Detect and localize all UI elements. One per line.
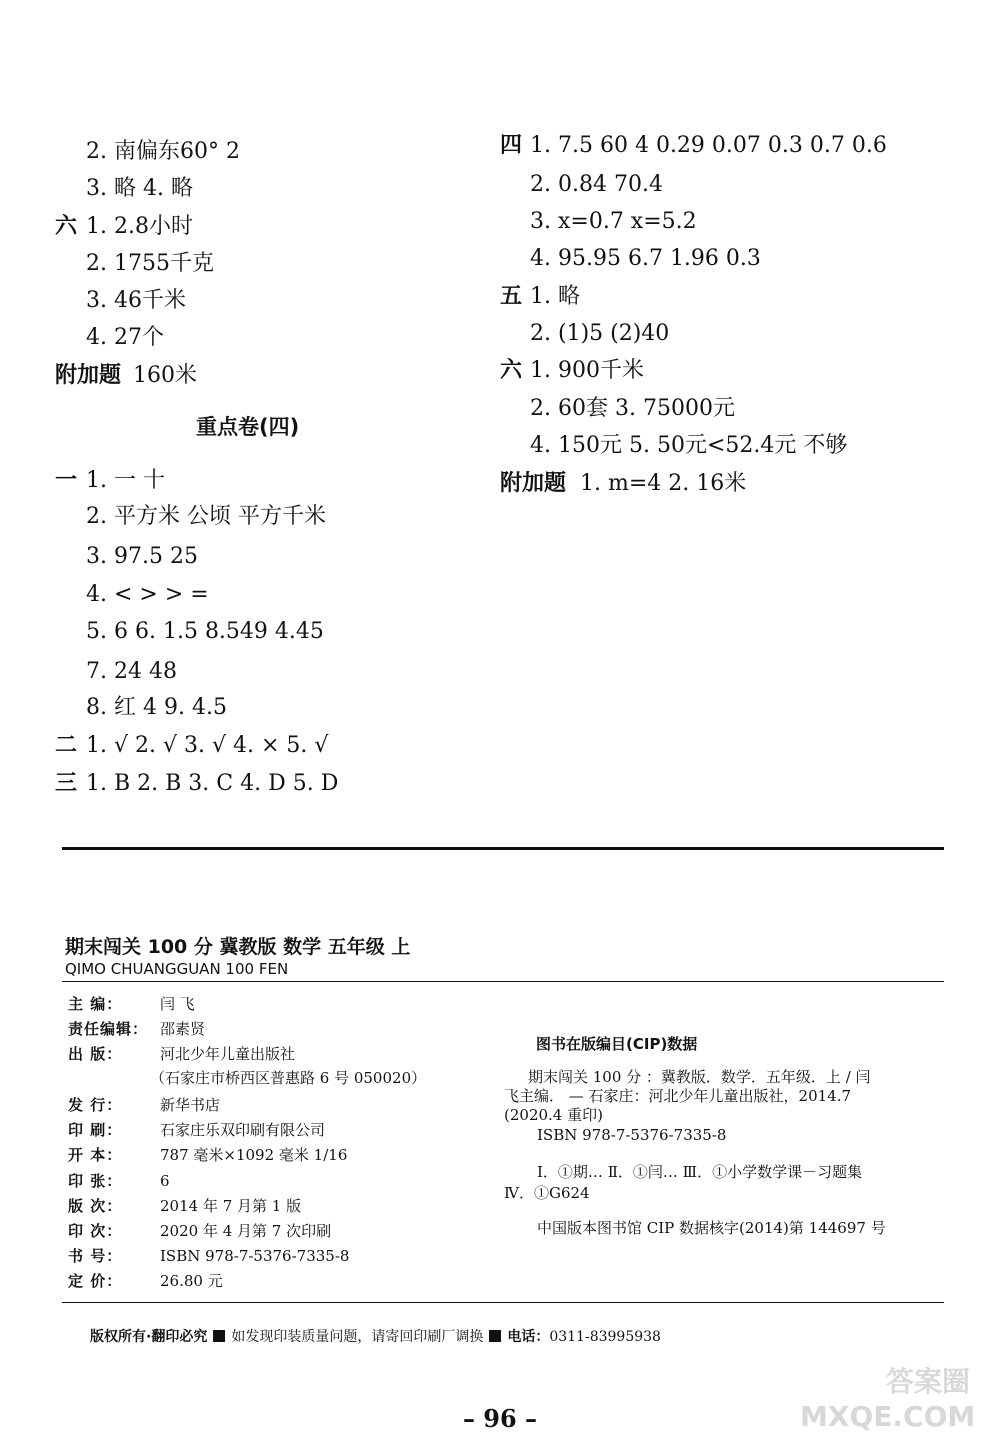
answer-line: 3. 略 4. 略	[86, 176, 193, 201]
section-label: 六	[500, 358, 523, 383]
answer-line: 2. 平方米 公顷 平方千米	[86, 504, 326, 529]
rights-text: 版权所有·翻印必究	[90, 1329, 208, 1345]
imprint-value: （石家庄市桥西区普惠路 6 号 050020）	[150, 1069, 427, 1087]
copyright-top-rule	[62, 981, 944, 982]
answer-line: 1. 2.8小时	[86, 214, 193, 239]
imprint-key: 印 张：	[68, 1172, 123, 1190]
book-pinyin: QIMO CHUANGGUAN 100 FEN	[65, 960, 289, 978]
cip-title: 图书在版编目(CIP)数据	[536, 1035, 698, 1053]
section-label: 四	[500, 133, 523, 158]
copyright-footer	[90, 1326, 661, 1346]
cip-line: 期末闯关 100 分 ：冀教版．数学．五年级．上 / 闫	[528, 1068, 871, 1086]
answer-line: 2. 60套 3. 75000元	[530, 396, 735, 421]
imprint-key: 定 价：	[68, 1272, 123, 1290]
cip-line: Ⅰ．①期… Ⅱ．①闫… Ⅲ．①小学数学课－习题集	[537, 1163, 863, 1181]
answer-line: 2. (1)5 (2)40	[530, 321, 670, 346]
imprint-value: 邵素贤	[160, 1020, 206, 1038]
section-label: 一	[55, 468, 78, 493]
imprint-value: 787 毫米×1092 毫米 1/16	[160, 1146, 348, 1164]
imprint-value: 闫 飞	[160, 995, 195, 1013]
section-label: 附加题	[500, 471, 567, 496]
answer-line: 3. 46千米	[86, 288, 186, 313]
section-label: 二	[55, 733, 78, 758]
answer-line: 3. x=0.7 x=5.2	[530, 209, 697, 234]
answer-line: 1. 7.5 60 4 0.29 0.07 0.3 0.7 0.6	[530, 133, 887, 158]
answer-line: 2. 南偏东60° 2	[86, 139, 240, 164]
cip-line: 飞主编． — 石家庄：河北少年儿童出版社，2014.7	[504, 1087, 852, 1105]
imprint-key: 印 刷：	[68, 1121, 123, 1139]
section-label: 六	[55, 214, 78, 239]
cip-line: Ⅳ．①G624	[504, 1184, 590, 1202]
page-number: – 96 –	[462, 1404, 538, 1433]
copyright-bottom-rule	[62, 1302, 944, 1303]
answer-line: 1. √ 2. √ 3. √ 4. × 5. √	[86, 733, 329, 758]
square-bullet-icon	[489, 1330, 501, 1342]
cip-line: (2020.4 重印)	[504, 1106, 603, 1124]
imprint-key: 开 本：	[68, 1146, 123, 1164]
section-label: 附加题	[55, 363, 122, 388]
phone-number: 0311-83995938	[549, 1329, 661, 1345]
imprint-key: 版 次：	[68, 1197, 123, 1215]
imprint-key: 书 号：	[68, 1247, 123, 1265]
imprint-value: 2014 年 7 月第 1 版	[160, 1197, 302, 1215]
imprint-value: ISBN 978-7-5376-7335-8	[160, 1247, 350, 1265]
notice-text: 如发现印装质量问题，请寄回印刷厂调换	[231, 1329, 484, 1345]
answer-line: 4. 150元 5. 50元<52.4元 不够	[530, 433, 848, 458]
imprint-key: 发 行：	[68, 1096, 123, 1114]
imprint-key: 主 编：	[68, 995, 123, 1013]
imprint-key: 责任编辑：	[68, 1020, 149, 1038]
answer-line: 4. 95.95 6.7 1.96 0.3	[530, 246, 761, 271]
imprint-value: 河北少年儿童出版社	[160, 1045, 296, 1063]
imprint-key: 印 次：	[68, 1222, 123, 1240]
imprint-value: 2020 年 4 月第 7 次印刷	[160, 1222, 332, 1240]
answer-line: 2. 1755千克	[86, 251, 214, 276]
section-label: 三	[55, 771, 78, 796]
answer-line: 8. 红 4 9. 4.5	[86, 695, 227, 720]
answer-line: 1. m=4 2. 16米	[580, 471, 747, 496]
cip-line: ISBN 978-7-5376-7335-8	[537, 1126, 727, 1144]
answer-line: 4. < > > =	[86, 582, 209, 607]
phone-label: 电话：	[507, 1329, 550, 1345]
answer-line: 3. 97.5 25	[86, 544, 198, 569]
answer-line: 160米	[133, 363, 197, 388]
answer-line: 1. 一 十	[86, 468, 165, 493]
imprint-value: 26.80 元	[160, 1272, 223, 1290]
answer-line: 7. 24 48	[86, 659, 177, 684]
divider-rule	[62, 847, 944, 850]
section-label: 五	[500, 284, 523, 309]
imprint-value: 新华书店	[160, 1096, 221, 1114]
square-bullet-icon	[213, 1330, 225, 1342]
answer-line: 1. 略	[530, 284, 580, 309]
book-title: 期末闯关 100 分 冀教版 数学 五年级 上	[65, 936, 411, 958]
section-title: 重点卷(四)	[196, 415, 300, 439]
answer-line: 1. 900千米	[530, 358, 644, 383]
answer-line: 1. B 2. B 3. C 4. D 5. D	[86, 771, 339, 796]
imprint-value: 石家庄乐双印刷有限公司	[160, 1121, 326, 1139]
imprint-key: 出 版：	[68, 1045, 123, 1063]
imprint-value: 6	[160, 1172, 170, 1190]
answer-line: 4. 27个	[86, 325, 164, 350]
cip-line: 中国版本图书馆 CIP 数据核字(2014)第 144697 号	[537, 1219, 886, 1237]
answer-line: 2. 0.84 70.4	[530, 172, 663, 197]
answer-line: 5. 6 6. 1.5 8.549 4.45	[86, 619, 324, 644]
watermark-logo: 答案圈 MXQE.COM	[800, 1365, 976, 1433]
